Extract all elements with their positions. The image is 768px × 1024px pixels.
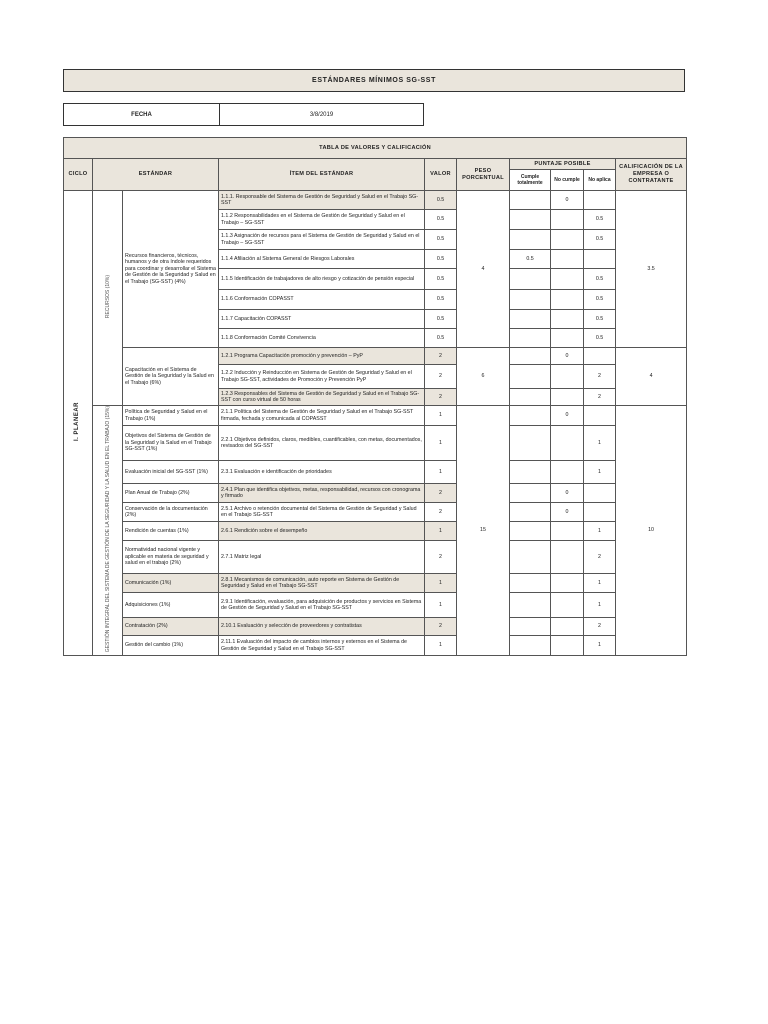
item-cell: 1.1.2 Responsabilidades en el Sistema de Gestión de Seguridad y Salud en el Trabajo – SG-SST [219,210,425,230]
cumple-cell [510,329,551,348]
cumple-cell [510,541,551,574]
valor-cell: 2 [425,389,457,406]
header-puntaje: PUNTAJE POSIBLE [510,159,616,170]
table-row [64,636,687,656]
no-cumple-cell [551,541,584,574]
no-cumple-cell [551,574,584,593]
no-cumple-cell [551,230,584,250]
item-cell: 1.2.3 Responsables del Sistema de Gestión de Seguridad y Salud en el Trabajo SG-SST con curso virtual de 50 horas [219,389,425,406]
no-cumple-cell: 0 [551,406,584,426]
no-cumple-cell [551,210,584,230]
valor-cell: 1 [425,574,457,593]
document-title [63,69,685,92]
standard-cell: Objetivos del Sistema de Gestión de la Seguridad y la Salud en el Trabajo SG-SST (1%) [123,426,219,461]
item-cell: 1.1.1. Responsable del Sistema de Gestión de Seguridad y Salud en el Trabajo SG-SST [219,191,425,210]
table-row [64,522,687,541]
table-row [64,426,687,461]
no-aplica-cell: 0.5 [584,269,616,290]
table-row [64,461,687,484]
no-cumple-cell [551,636,584,656]
no-aplica-cell: 2 [584,365,616,389]
no-cumple-cell [551,329,584,348]
no-aplica-cell: 2 [584,541,616,574]
item-cell: 2.3.1 Evaluación e identificación de prioridades [219,461,425,484]
group-gestion-label: GESTIÓN INTEGRAL DEL SISTEMA DE GESTIÓN DE LA SEGURIDAD Y LA SALUD EN EL TRABAJO (15%) [104,406,111,653]
table-row [64,618,687,636]
group-recursos [93,191,123,406]
item-cell: 2.9.1 Identificación, evaluación, para adquisición de productos y servicios en Sistema de Gestión de Seguridad y Salud en el Trabajo SG-SST [219,593,425,618]
cumple-cell [510,290,551,310]
cumple-cell: 0.5 [510,250,551,269]
valor-cell: 1 [425,406,457,426]
ciclo-cell [64,191,93,656]
item-cell: 2.7.1 Matriz legal [219,541,425,574]
cumple-cell [510,406,551,426]
item-cell: 2.11.1 Evaluación del impacto de cambios internos y externos en el Sistema de Gestión de Seguridad y Salud en el Trabajo SG-SST [219,636,425,656]
date-value: 3/8/2019 [309,111,334,118]
standard-cell: Contratación (2%) [123,618,219,636]
no-cumple-cell [551,618,584,636]
item-cell: 1.1.4 Afiliación al Sistema General de Riesgos Laborales [219,250,425,269]
no-aplica-cell: 1 [584,574,616,593]
no-cumple-cell [551,365,584,389]
no-aplica-cell: 1 [584,461,616,484]
valor-cell: 1 [425,593,457,618]
valor-cell: 0.5 [425,191,457,210]
item-cell: 1.1.5 Identificación de trabajadores de alto riesgo y cotización de pensión especial [219,269,425,290]
cumple-cell [510,522,551,541]
valor-cell: 2 [425,618,457,636]
no-cumple-cell: 0 [551,503,584,522]
item-cell: 1.2.1 Programa Capacitación promoción y prevención – PyP [219,348,425,365]
cumple-cell [510,269,551,290]
table-caption: TABLA DE VALORES Y CALIFICACIÓN [64,138,687,159]
table-row [64,574,687,593]
standard-cell: Comunicación (1%) [123,574,219,593]
table-row [64,541,687,574]
valor-cell: 2 [425,503,457,522]
no-cumple-cell [551,269,584,290]
header-ciclo: CICLO [64,159,93,191]
table-row [64,406,687,426]
table-row [64,503,687,522]
valor-cell: 2 [425,348,457,365]
no-aplica-cell: 1 [584,593,616,618]
item-cell: 2.1.1 Política del Sistema de Gestión de Seguridad y Salud en el Trabajo SG-SST firmada, fechada y comunicada al COPASST [219,406,425,426]
no-aplica-cell [584,348,616,365]
cumple-cell [510,365,551,389]
standard-cell: Plan Anual de Trabajo (2%) [123,484,219,503]
no-cumple-cell [551,250,584,269]
header-estandar: ESTÁNDAR [93,159,219,191]
calificacion-cell: 10 [616,406,687,656]
table-row [64,191,687,210]
item-cell: 2.5.1 Archivo o retención documental del Sistema de Gestión de Seguridad y Salud en el Trabajo SG-SST [219,503,425,522]
standards-table [63,137,687,656]
no-cumple-cell [551,461,584,484]
date-row [63,103,424,126]
no-cumple-cell: 0 [551,191,584,210]
valor-cell: 2 [425,365,457,389]
item-cell: 1.1.7 Capacitación COPASST [219,310,425,329]
no-aplica-cell: 0.5 [584,310,616,329]
peso-cell: 6 [457,348,510,406]
valor-cell: 0.5 [425,230,457,250]
item-cell: 1.1.3 Asignación de recursos para el Sistema de Gestión de Seguridad y Salud en el Trabajo – SG-SST [219,230,425,250]
group-gestion [93,406,123,656]
calificacion-cell: 3.5 [616,191,687,348]
cumple-cell [510,574,551,593]
valor-cell: 0.5 [425,250,457,269]
cumple-cell [510,636,551,656]
header-valor: VALOR [425,159,457,191]
standard-cell: Capacitación en el Sistema de Gestión de la Seguridad y la Salud en el Trabajo (6%) [123,348,219,406]
valor-cell: 0.5 [425,329,457,348]
item-cell: 2.2.1 Objetivos definidos, claros, medibles, cuantificables, con metas, documentados, revisados del SG-SST [219,426,425,461]
no-aplica-cell: 2 [584,618,616,636]
cumple-cell [510,348,551,365]
no-aplica-cell [584,406,616,426]
valor-cell: 0.5 [425,290,457,310]
peso-cell: 4 [457,191,510,348]
item-cell: 1.1.6 Conformación COPASST [219,290,425,310]
no-aplica-cell [584,250,616,269]
no-cumple-cell [551,310,584,329]
item-cell: 1.2.2 Inducción y Reinducción en Sistema de Gestión de Seguridad y Salud en el Trabajo SG-SST, actividades de Promoción y Prevención PyP [219,365,425,389]
no-aplica-cell: 0.5 [584,230,616,250]
cumple-cell [510,230,551,250]
valor-cell: 1 [425,461,457,484]
no-aplica-cell [584,503,616,522]
valor-cell: 1 [425,636,457,656]
header-item: ÍTEM DEL ESTÁNDAR [219,159,425,191]
header-cumple: Cumple totalmente [510,170,551,191]
cumple-cell [510,310,551,329]
header-peso: PESO PORCENTUAL [457,159,510,191]
ciclo-label: I. PLANEAR [74,402,81,442]
no-cumple-cell [551,426,584,461]
no-cumple-cell [551,593,584,618]
item-cell: 2.8.1 Mecanismos de comunicación, auto reporte en Sistema de Gestión de Seguridad y Salud en el Trabajo SG-SST [219,574,425,593]
cumple-cell [510,389,551,406]
table-row [64,484,687,503]
calificacion-cell: 4 [616,348,687,406]
item-cell: 2.10.1 Evaluación y selección de proveedores y contratistas [219,618,425,636]
standard-cell: Rendición de cuentas (1%) [123,522,219,541]
date-label: FECHA [64,104,220,125]
no-cumple-cell: 0 [551,484,584,503]
no-aplica-cell: 2 [584,389,616,406]
cumple-cell [510,191,551,210]
header-calificacion: CALIFICACIÓN DE LA EMPRESA O CONTRATANTE [616,159,687,191]
no-aplica-cell [584,484,616,503]
valor-cell: 2 [425,484,457,503]
cumple-cell [510,210,551,230]
cumple-cell [510,503,551,522]
document-title-text: ESTÁNDARES MÍNIMOS SG-SST [312,77,436,84]
no-aplica-cell: 1 [584,522,616,541]
cumple-cell [510,618,551,636]
cumple-cell [510,461,551,484]
no-cumple-cell: 0 [551,348,584,365]
valor-cell: 0.5 [425,310,457,329]
no-aplica-cell: 1 [584,426,616,461]
no-cumple-cell [551,389,584,406]
no-cumple-cell [551,522,584,541]
item-cell: 1.1.8 Conformación Comité Convivencia [219,329,425,348]
standard-cell: Gestión del cambio (1%) [123,636,219,656]
standard-cell: Adquisiciones (1%) [123,593,219,618]
peso-cell: 15 [457,406,510,656]
item-cell: 2.4.1 Plan que identifica objetivos, metas, responsabilidad, recursos con cronograma y firmado [219,484,425,503]
header-no-aplica: No aplica [584,170,616,191]
standard-cell: Conservación de la documentación (2%) [123,503,219,522]
cumple-cell [510,426,551,461]
cumple-cell [510,484,551,503]
item-cell: 2.6.1 Rendición sobre el desempeño [219,522,425,541]
no-aplica-cell [584,191,616,210]
standard-cell: Evaluación inicial del SG-SST (1%) [123,461,219,484]
standard-cell: Normatividad nacional vigente y aplicable en materia de seguridad y salud en el trabajo (2%) [123,541,219,574]
no-aplica-cell: 0.5 [584,290,616,310]
group-recursos-label: RECURSOS (10%) [104,275,111,319]
valor-cell: 1 [425,522,457,541]
no-aplica-cell: 0.5 [584,329,616,348]
no-aplica-cell: 0.5 [584,210,616,230]
table-row [64,593,687,618]
no-aplica-cell: 1 [584,636,616,656]
valor-cell: 1 [425,426,457,461]
no-cumple-cell [551,290,584,310]
table-row [64,348,687,365]
header-no-cumple: No cumple [551,170,584,191]
valor-cell: 2 [425,541,457,574]
standard-cell: Política de Seguridad y Salud en el Trabajo (1%) [123,406,219,426]
valor-cell: 0.5 [425,210,457,230]
standard-cell: Recursos financieros, técnicos, humanos y de otra índole requeridos para coordinar y desarrollar el Sistema de Gestión de la Seguridad y Salud en el Trabajo (SG-SST) (4%) [123,191,219,348]
valor-cell: 0.5 [425,269,457,290]
cumple-cell [510,593,551,618]
